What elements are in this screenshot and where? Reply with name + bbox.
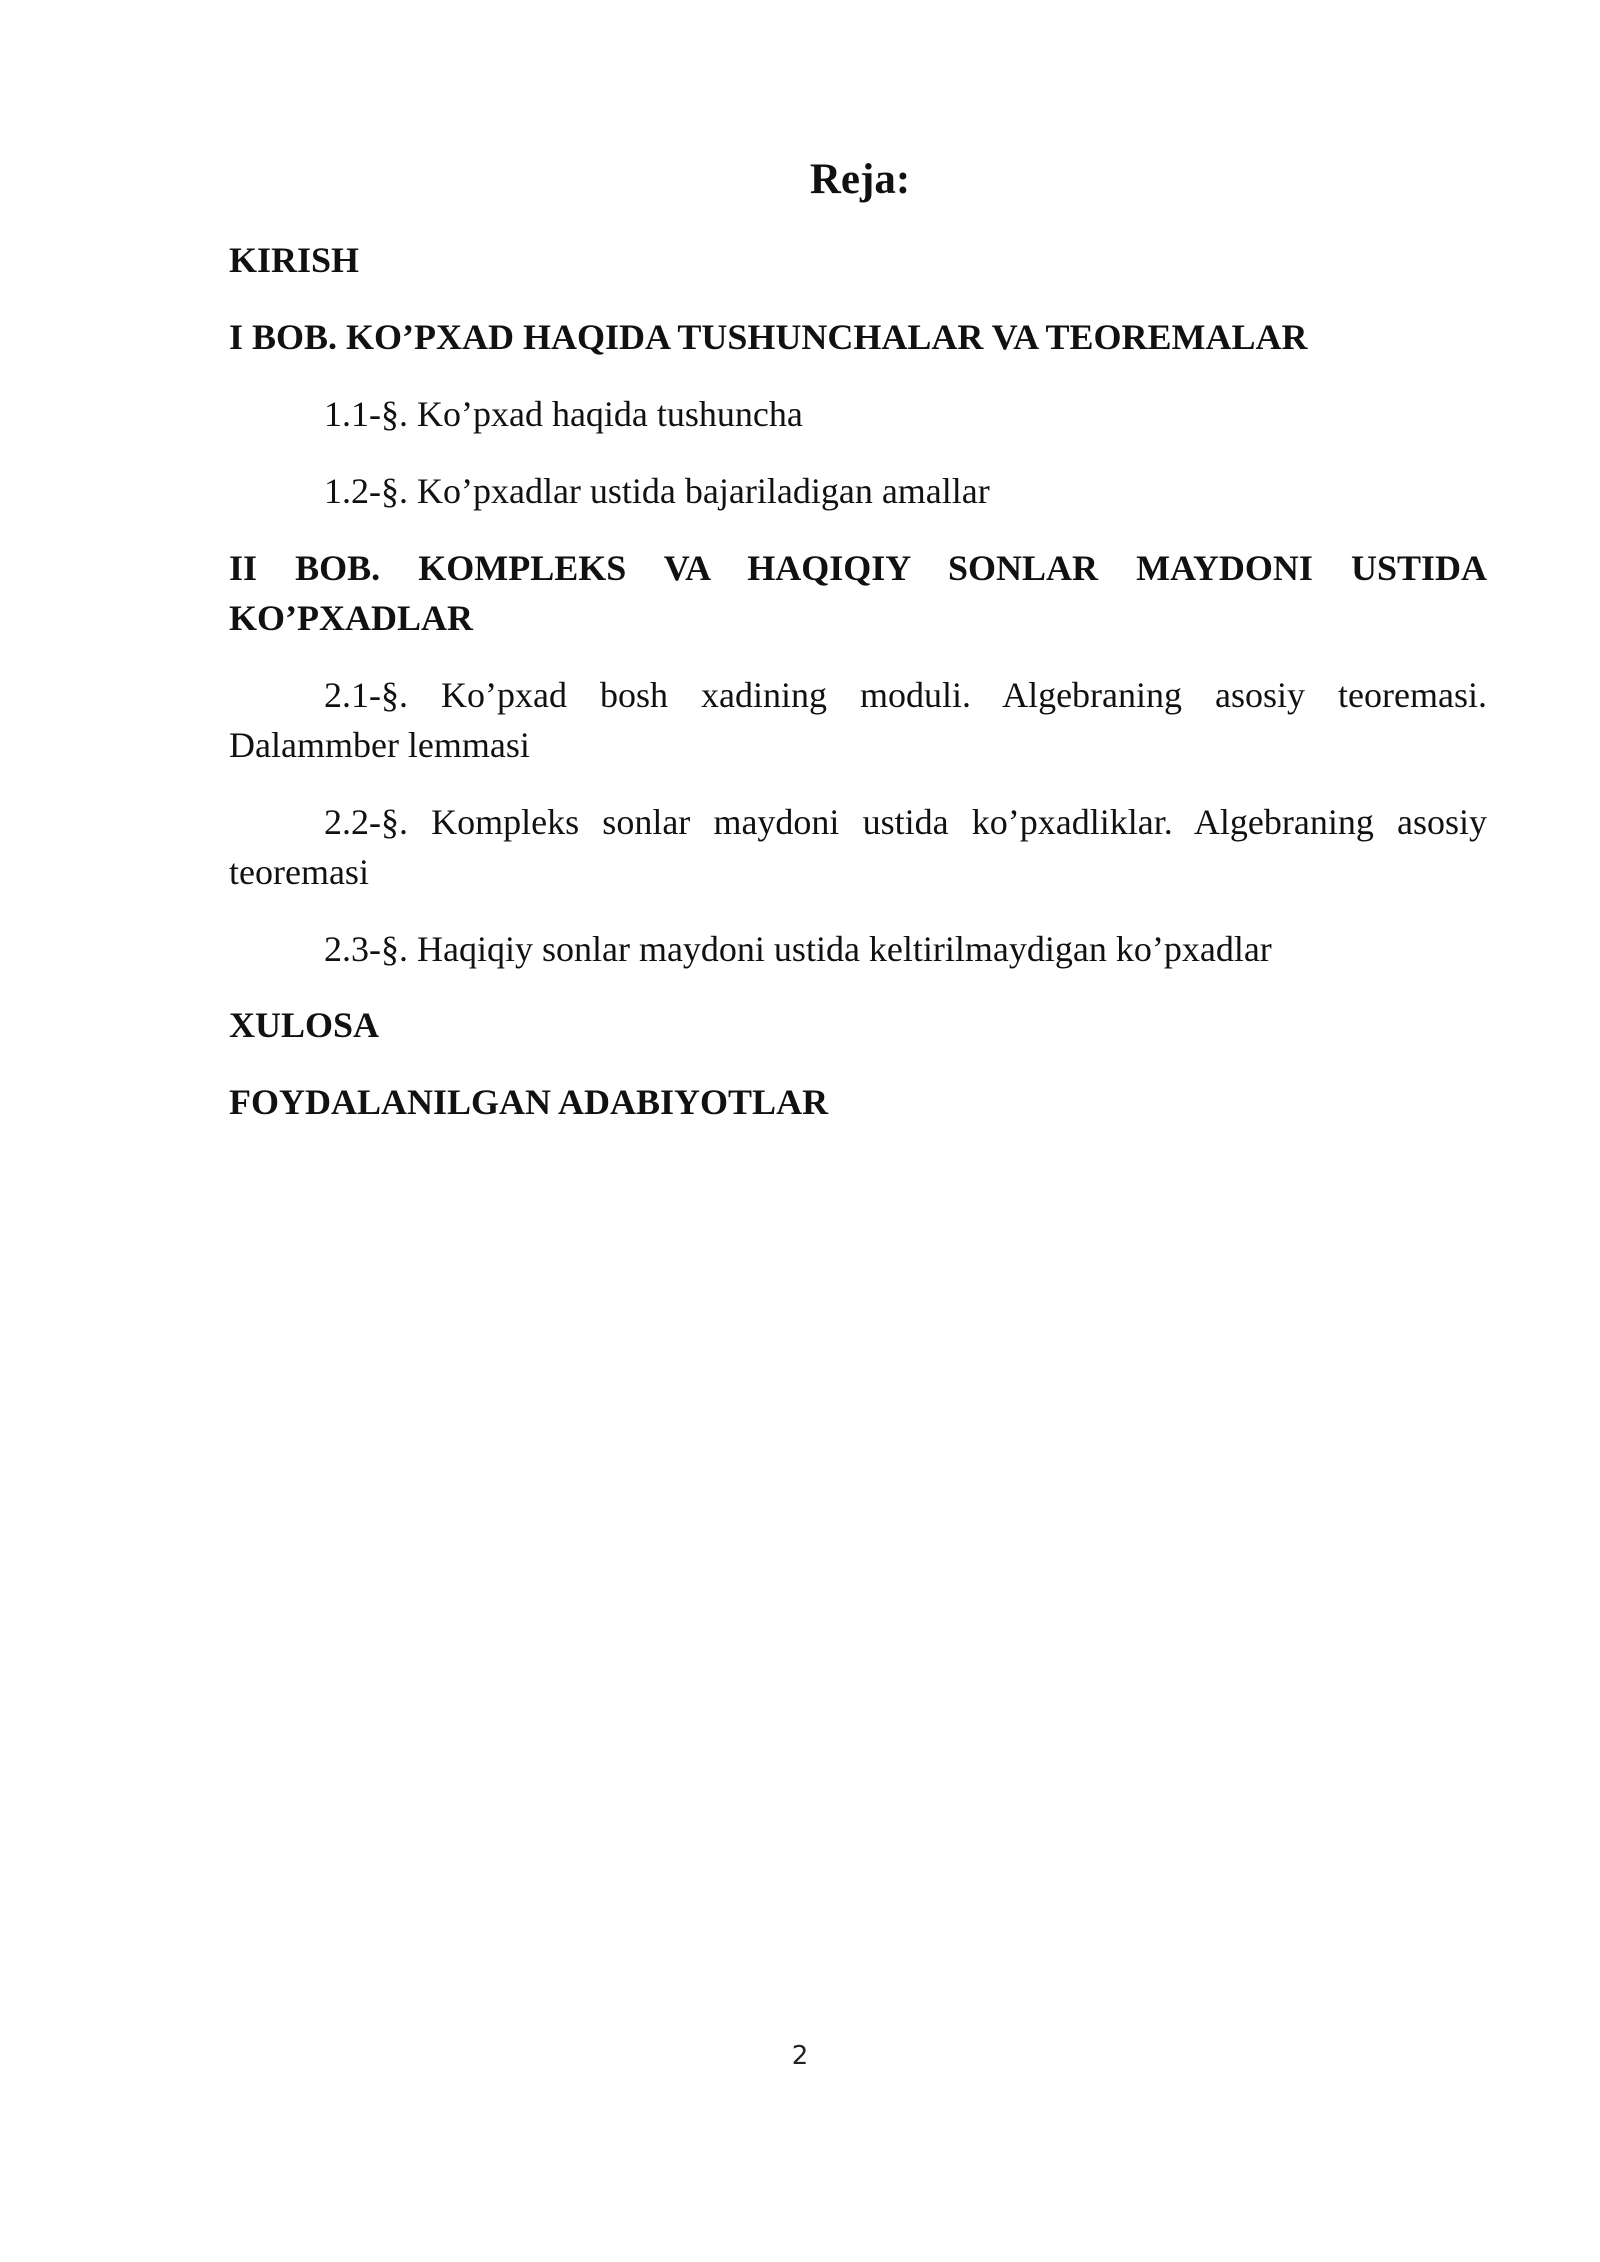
toc-entry-chapter-1: I BOB. KO’PXAD HAQIDA TUSHUNCHALAR VA TEOREMALAR (229, 317, 1308, 357)
toc-entry-kirish: KIRISH (229, 240, 360, 280)
toc-entry-bibliography: FOYDALANILGAN ADABIYOTLAR (229, 1082, 829, 1122)
page-title: Reja: (809, 156, 911, 203)
toc-entry-section-2-2: 2.2-§. Kompleks sonlar maydoni ustida ko’pxadliklar. Algebraning asosiy teoremasi (229, 802, 1487, 892)
page-number: 2 (791, 2041, 809, 2071)
toc-entry-chapter-2: II BOB. KOMPLEKS VA HAQIQIY SONLAR MAYDONI USTIDA KO’PXADLAR (229, 548, 1487, 638)
toc-entry-section-2-1: 2.1-§. Ko’pxad bosh xadining moduli. Algebraning asosiy teoremasi. Dalammber lemmasi (229, 675, 1487, 765)
toc-entry-xulosa: XULOSA (229, 1005, 380, 1045)
toc-entry-section-1-1: 1.1-§. Ko’pxad haqida tushuncha (324, 394, 803, 434)
toc-entry-section-2-3: 2.3-§. Haqiqiy sonlar maydoni ustida keltirilmaydigan ko’pxadlar (324, 929, 1272, 969)
toc-entry-section-1-2: 1.2-§. Ko’pxadlar ustida bajariladigan amallar (324, 471, 990, 511)
